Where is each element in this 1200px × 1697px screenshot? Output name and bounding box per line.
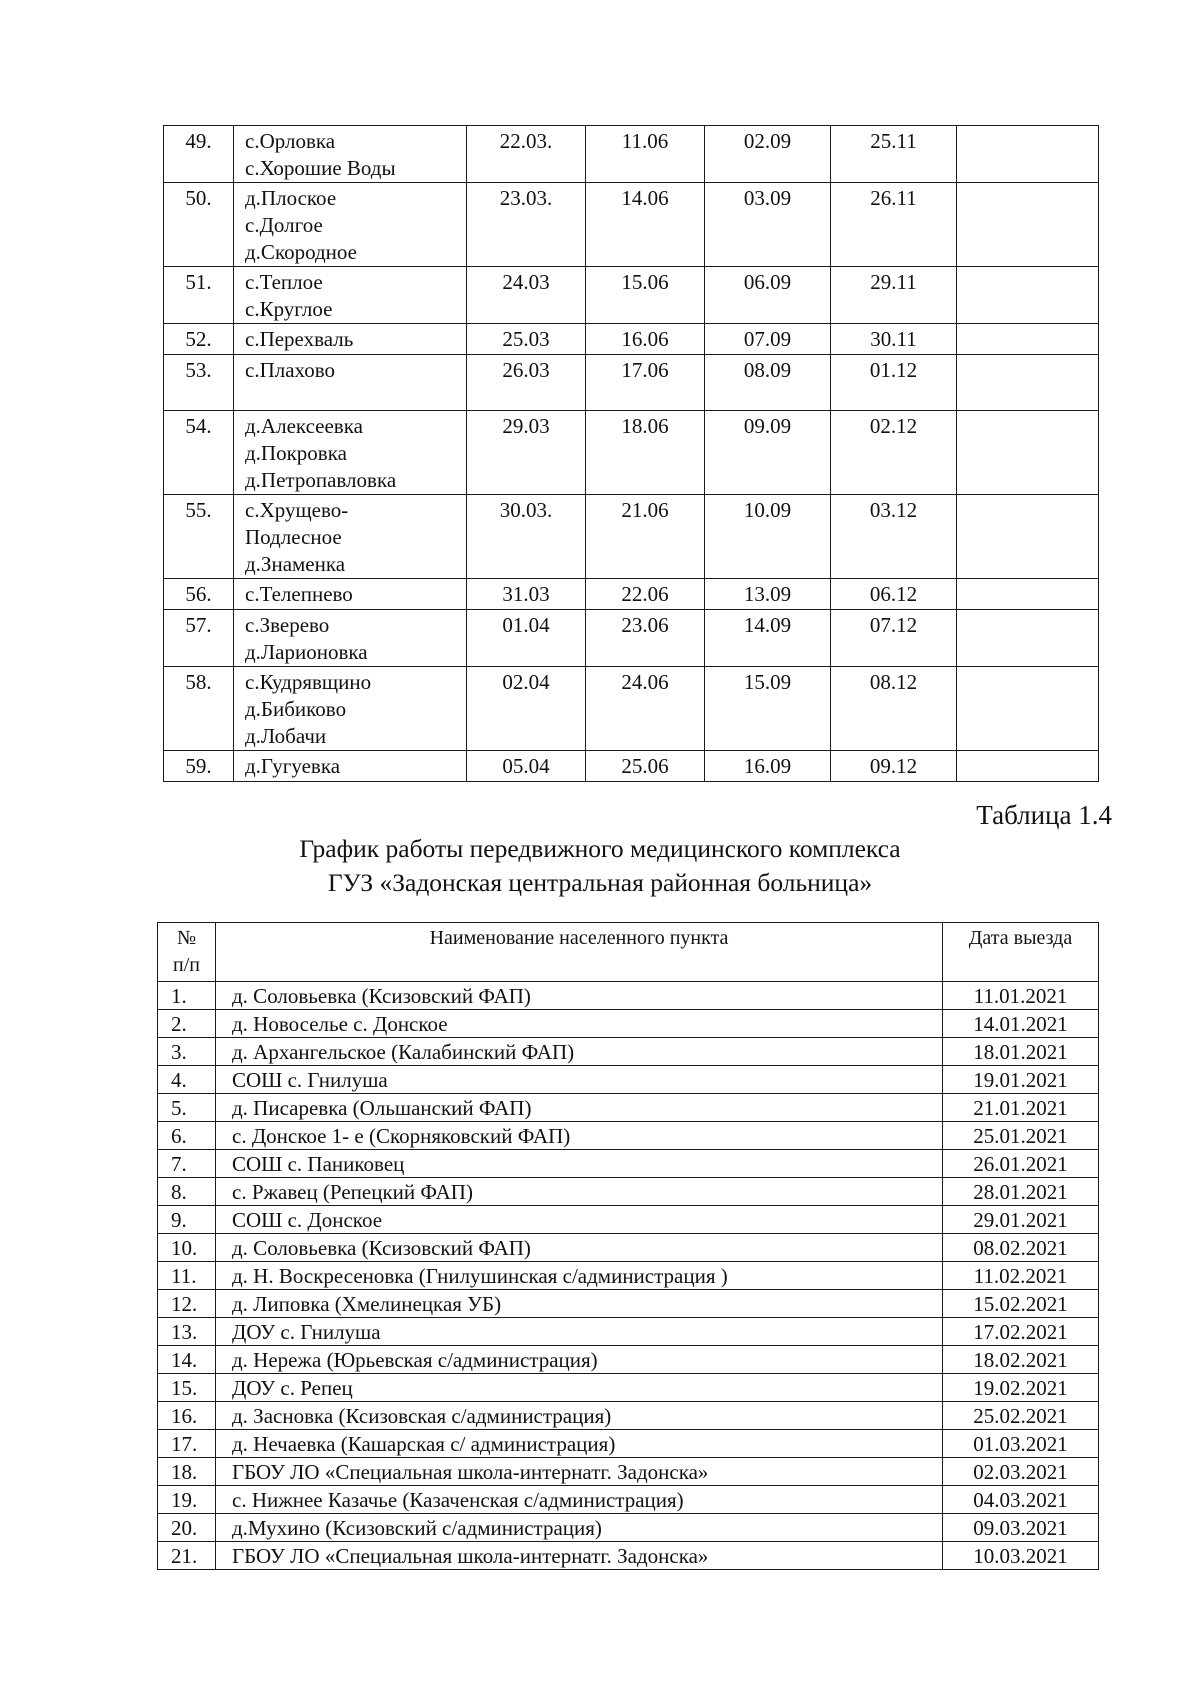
row-number: 16. [158, 1402, 216, 1430]
settlement-names [234, 579, 467, 610]
table-row [158, 1402, 1099, 1430]
settlement-name: Подлесное [245, 525, 342, 549]
table-row [158, 1178, 1099, 1206]
table-row [164, 579, 1099, 610]
departure-date: 10.03.2021 [943, 1542, 1099, 1570]
table-row [164, 126, 1099, 183]
settlement-name: д.Знаменка [245, 552, 346, 576]
table-row [164, 751, 1099, 782]
visit-date: 11.06 [586, 126, 705, 183]
visit-date: 07.12 [831, 610, 957, 667]
empty-cell [957, 751, 1099, 782]
visit-date: 15.06 [586, 267, 705, 324]
settlement-name: д.Гугуевка [245, 754, 341, 778]
row-number: 18. [158, 1458, 216, 1486]
settlement-names [234, 667, 467, 751]
table-row [164, 495, 1099, 579]
departure-date: 18.01.2021 [943, 1038, 1099, 1066]
table-row [158, 1430, 1099, 1458]
settlement-names [234, 126, 467, 183]
header-date: Дата выезда [943, 923, 1099, 982]
visit-date: 07.09 [705, 324, 831, 355]
visit-date: 29.11 [831, 267, 957, 324]
row-number: 15. [158, 1374, 216, 1402]
departure-date: 26.01.2021 [943, 1150, 1099, 1178]
table-row [158, 1374, 1099, 1402]
table-row [164, 324, 1099, 355]
visit-date: 26.03 [467, 355, 586, 411]
header-num-line1: № [176, 927, 197, 949]
header-num [158, 923, 216, 982]
table-header-row [158, 923, 1099, 982]
visit-date: 03.12 [831, 495, 957, 579]
visit-date: 14.09 [705, 610, 831, 667]
row-number: 13. [158, 1318, 216, 1346]
row-number: 4. [158, 1066, 216, 1094]
visit-date: 02.12 [831, 411, 957, 495]
departure-date: 18.02.2021 [943, 1346, 1099, 1374]
settlement-names [234, 411, 467, 495]
row-number: 50. [164, 183, 234, 267]
header-num-line2: п/п [173, 954, 200, 976]
visit-date: 15.09 [705, 667, 831, 751]
visit-date: 23.03. [467, 183, 586, 267]
empty-cell [957, 355, 1099, 411]
row-number: 54. [164, 411, 234, 495]
row-number: 3. [158, 1038, 216, 1066]
visit-date: 16.06 [586, 324, 705, 355]
table-row [164, 267, 1099, 324]
mobile-complex-schedule-table [157, 922, 1099, 1570]
row-number: 12. [158, 1290, 216, 1318]
visit-date: 09.12 [831, 751, 957, 782]
visit-date: 30.11 [831, 324, 957, 355]
departure-date: 21.01.2021 [943, 1094, 1099, 1122]
table-row [164, 411, 1099, 495]
settlement-name: д. Соловьевка (Ксизовский ФАП) [216, 982, 943, 1010]
visit-date: 18.06 [586, 411, 705, 495]
row-number: 10. [158, 1234, 216, 1262]
table-row [164, 355, 1099, 411]
row-number: 56. [164, 579, 234, 610]
settlement-name: д.Скородное [245, 240, 357, 264]
row-number: 20. [158, 1514, 216, 1542]
departure-date: 11.01.2021 [943, 982, 1099, 1010]
visit-date: 22.03. [467, 126, 586, 183]
visit-date: 09.09 [705, 411, 831, 495]
settlement-name: с.Круглое [245, 297, 333, 321]
settlement-name: д. Нережа (Юрьевская с/администрация) [216, 1346, 943, 1374]
settlement-name: д.Алексеевка [245, 414, 363, 438]
settlement-name: д. Н. Воскресеновка (Гнилушинская с/администрация ) [216, 1262, 943, 1290]
row-number: 1. [158, 982, 216, 1010]
settlement-name: д. Архангельское (Калабинский ФАП) [216, 1038, 943, 1066]
visit-date: 21.06 [586, 495, 705, 579]
table-row [158, 1094, 1099, 1122]
visit-date: 23.06 [586, 610, 705, 667]
visit-date: 02.09 [705, 126, 831, 183]
row-number: 57. [164, 610, 234, 667]
table-row [158, 1066, 1099, 1094]
settlement-names [234, 267, 467, 324]
row-number: 19. [158, 1486, 216, 1514]
visit-date: 13.09 [705, 579, 831, 610]
row-number: 17. [158, 1430, 216, 1458]
settlement-name: с.Кудрявщино [245, 670, 372, 694]
departure-date: 17.02.2021 [943, 1318, 1099, 1346]
settlement-name: с.Орловка [245, 129, 336, 153]
settlement-name: с. Нижнее Казачье (Казаченская с/администрация) [216, 1486, 943, 1514]
departure-date: 01.03.2021 [943, 1430, 1099, 1458]
settlement-name: с. Донское 1- е (Скорняковский ФАП) [216, 1122, 943, 1150]
empty-cell [957, 183, 1099, 267]
departure-date: 19.01.2021 [943, 1066, 1099, 1094]
table-row [158, 1514, 1099, 1542]
table-row [158, 1542, 1099, 1570]
settlement-name: с. Ржавец (Репецкий ФАП) [216, 1178, 943, 1206]
row-number: 51. [164, 267, 234, 324]
visit-date: 06.12 [831, 579, 957, 610]
row-number: 5. [158, 1094, 216, 1122]
visit-date: 25.11 [831, 126, 957, 183]
settlement-name: д. Нечаевка (Кашарская с/ администрация) [216, 1430, 943, 1458]
settlement-name: с.Зверево [245, 613, 330, 637]
visit-date: 31.03 [467, 579, 586, 610]
settlement-name: д. Новоселье с. Донское [216, 1010, 943, 1038]
table-title-line2: ГУЗ «Задонская центральная районная больница» [327, 868, 873, 897]
schedule-continued-table [163, 125, 1099, 782]
settlement-names [234, 751, 467, 782]
table-row [158, 1346, 1099, 1374]
departure-date: 15.02.2021 [943, 1290, 1099, 1318]
settlement-names [234, 183, 467, 267]
row-number: 21. [158, 1542, 216, 1570]
row-number: 52. [164, 324, 234, 355]
settlement-name: с.Плахово [245, 358, 336, 382]
table-row [158, 1290, 1099, 1318]
departure-date: 02.03.2021 [943, 1458, 1099, 1486]
visit-date: 25.03 [467, 324, 586, 355]
visit-date: 30.03. [467, 495, 586, 579]
header-place: Наименование населенного пункта [216, 923, 943, 982]
settlement-name: д. Засновка (Ксизовская с/администрация) [216, 1402, 943, 1430]
row-number: 53. [164, 355, 234, 411]
table-row [158, 1150, 1099, 1178]
visit-date: 06.09 [705, 267, 831, 324]
settlement-name: д.Мухино (Ксизовский с/администрация) [216, 1514, 943, 1542]
visit-date: 08.09 [705, 355, 831, 411]
table-row [164, 610, 1099, 667]
visit-date: 17.06 [586, 355, 705, 411]
visit-date: 24.06 [586, 667, 705, 751]
settlement-name: с.Теплое [245, 270, 323, 294]
row-number: 11. [158, 1262, 216, 1290]
empty-cell [957, 411, 1099, 495]
table-row [158, 1486, 1099, 1514]
row-number: 58. [164, 667, 234, 751]
settlement-name: с.Перехваль [245, 327, 354, 351]
settlement-names [234, 355, 467, 411]
table-title-line1: График работы передвижного медицинского комплекса [299, 834, 901, 863]
visit-date: 14.06 [586, 183, 705, 267]
settlement-name: СОШ с. Паниковец [216, 1150, 943, 1178]
departure-date: 25.01.2021 [943, 1122, 1099, 1150]
row-number: 59. [164, 751, 234, 782]
visit-date: 08.12 [831, 667, 957, 751]
settlement-name: д.Покровка [245, 441, 347, 465]
table-row [158, 982, 1099, 1010]
table-row [158, 1206, 1099, 1234]
departure-date: 14.01.2021 [943, 1010, 1099, 1038]
settlement-name: д.Бибиково [245, 697, 347, 721]
settlement-name: д.Плоское [245, 186, 337, 210]
departure-date: 19.02.2021 [943, 1374, 1099, 1402]
settlement-name: СОШ с. Донское [216, 1206, 943, 1234]
settlement-name: с.Телепнево [245, 582, 353, 606]
departure-date: 04.03.2021 [943, 1486, 1099, 1514]
visit-date: 16.09 [705, 751, 831, 782]
row-number: 8. [158, 1178, 216, 1206]
table-row [164, 183, 1099, 267]
empty-cell [957, 126, 1099, 183]
settlement-names [234, 610, 467, 667]
empty-cell [957, 324, 1099, 355]
departure-date: 11.02.2021 [943, 1262, 1099, 1290]
settlement-name: ГБОУ ЛО «Специальная школа-интернатг. Задонска» [216, 1542, 943, 1570]
visit-date: 01.04 [467, 610, 586, 667]
table-row [158, 1318, 1099, 1346]
settlement-name: д. Липовка (Хмелинецкая УБ) [216, 1290, 943, 1318]
row-number: 9. [158, 1206, 216, 1234]
visit-date: 01.12 [831, 355, 957, 411]
empty-cell [957, 267, 1099, 324]
table-row [158, 1234, 1099, 1262]
visit-date: 22.06 [586, 579, 705, 610]
settlement-names [234, 495, 467, 579]
visit-date: 26.11 [831, 183, 957, 267]
table-row [158, 1262, 1099, 1290]
row-number: 2. [158, 1010, 216, 1038]
departure-date: 29.01.2021 [943, 1206, 1099, 1234]
departure-date: 09.03.2021 [943, 1514, 1099, 1542]
departure-date: 28.01.2021 [943, 1178, 1099, 1206]
visit-date: 03.09 [705, 183, 831, 267]
table-row [158, 1038, 1099, 1066]
table-row [158, 1458, 1099, 1486]
row-number: 6. [158, 1122, 216, 1150]
visit-date: 29.03 [467, 411, 586, 495]
row-number: 14. [158, 1346, 216, 1374]
table-row [158, 1122, 1099, 1150]
settlement-name: д.Ларионовка [245, 640, 368, 664]
settlement-name: ГБОУ ЛО «Специальная школа-интернатг. Задонска» [216, 1458, 943, 1486]
table-row [158, 1010, 1099, 1038]
table-number-label: Таблица 1.4 [976, 800, 1112, 830]
empty-cell [957, 610, 1099, 667]
settlement-name: с.Долгое [245, 213, 323, 237]
row-number: 49. [164, 126, 234, 183]
settlement-names [234, 324, 467, 355]
settlement-name: д. Соловьевка (Ксизовский ФАП) [216, 1234, 943, 1262]
row-number: 55. [164, 495, 234, 579]
visit-date: 05.04 [467, 751, 586, 782]
table-row [164, 667, 1099, 751]
settlement-name: с.Хорошие Воды [245, 156, 396, 180]
settlement-name: ДОУ с. Репец [216, 1374, 943, 1402]
settlement-name: д. Писаревка (Ольшанский ФАП) [216, 1094, 943, 1122]
empty-cell [957, 495, 1099, 579]
visit-date: 02.04 [467, 667, 586, 751]
settlement-name: ДОУ с. Гнилуша [216, 1318, 943, 1346]
settlement-name: д.Петропавловка [245, 468, 397, 492]
visit-date: 24.03 [467, 267, 586, 324]
settlement-name: СОШ с. Гнилуша [216, 1066, 943, 1094]
departure-date: 25.02.2021 [943, 1402, 1099, 1430]
visit-date: 10.09 [705, 495, 831, 579]
row-number: 7. [158, 1150, 216, 1178]
empty-cell [957, 579, 1099, 610]
visit-date: 25.06 [586, 751, 705, 782]
departure-date: 08.02.2021 [943, 1234, 1099, 1262]
empty-cell [957, 667, 1099, 751]
settlement-name: с.Хрущево- [245, 498, 349, 522]
settlement-name: д.Лобачи [245, 724, 327, 748]
